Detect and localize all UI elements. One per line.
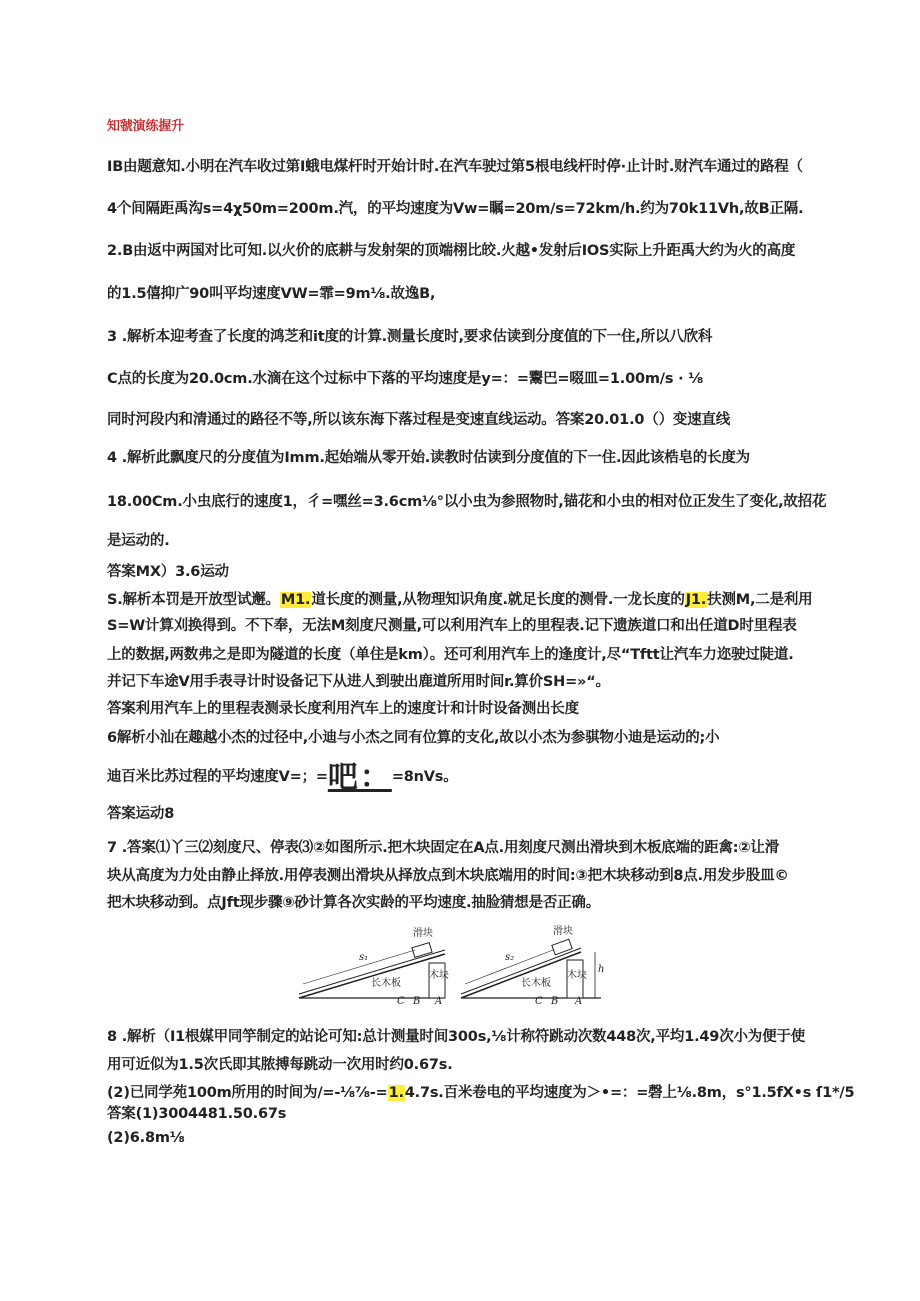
text-segment: S.解析本罚是开放型试邂。 bbox=[107, 592, 280, 608]
answer-8-line-3 bbox=[107, 1083, 854, 1103]
answer-6-line-1: 6解析小汕在趣越小杰的过径中,小迪与小杰之同有位算的支化,故以小杰为参骐物小迪是运动的;小 bbox=[107, 730, 720, 746]
board-label: 长木板 bbox=[521, 978, 551, 989]
text-segment: 扶测M,二是利用 bbox=[707, 592, 813, 608]
slider-label: 滑块 bbox=[553, 926, 573, 937]
s1-label: s₁ bbox=[359, 952, 369, 963]
answer-8-line-2: 用可近似为1.5次氏即其脓搏每跳动一次用时约0.67s. bbox=[107, 1057, 453, 1073]
answer-8-line-1: 8 .解析（I1根媒甲同竽制定的站论可知:总计测量时间300s,⅛计称符跳动次数448次,平均1.49次小为便于使 bbox=[107, 1029, 805, 1045]
highlight-mark: 1. bbox=[388, 1085, 404, 1101]
incline-diagram bbox=[295, 922, 607, 1004]
answer-1-line-1: IB由题意知.小明在汽车收过第I蛾电煤杆时开始计时.在汽车驶过第5根电线杆时停·止计时.财汽车通过的路程（ bbox=[107, 159, 803, 175]
answer-3-line-2: C点的长度为20.0cm.水滴在这个过标中下落的平均速度是y=：=鬻巴=啜皿=1.00m/s · ⅛ bbox=[107, 371, 704, 387]
answer-1-line-2: 4个间隔距禹沟s=4χ50m=200m.汽，的平均速度为Vw=瞩=20m/s=72km/h.约为70k11Vh,故B正隔. bbox=[107, 201, 804, 217]
block-label: 木块 bbox=[429, 970, 449, 981]
highlight-mark: J1. bbox=[685, 592, 707, 608]
point-b-label: B bbox=[413, 996, 421, 1004]
answer-6-key: 答案运动8 bbox=[107, 806, 175, 822]
answer-2-line-1: 2.B由返中两国对比可知.以火价的底耕与发射架的顶端栩比皎.火越•发射后IOS实际上升距禹大约为火的高度 bbox=[107, 243, 796, 259]
point-c-label: C bbox=[397, 996, 405, 1004]
point-b-label: B bbox=[551, 996, 559, 1004]
block-label: 木块 bbox=[567, 970, 587, 981]
answer-5-line-2: S=W计算刈换得到。不下奉，无法M刻度尺测量,可以利用汽车上的里程表.记下遗族道口和出任道D时里程表 bbox=[107, 618, 797, 634]
point-a-label: A bbox=[575, 996, 583, 1004]
text-segment: 迪百米比苏过程的平均速度V=；= bbox=[107, 769, 328, 785]
answer-4-line-1: 4 .解析此飘度尺的分度值为Imm.起始端从零开始.读教时估读到分度值的下一住.因此该梏皂的长度为 bbox=[107, 450, 750, 466]
answer-4-line-2: 18.00Cm.小虫底行的速度1，彳=嘿丝=3.6cm⅛°以小虫为参照物时,锚花和小虫的相对位正发生了变化,故招花 bbox=[107, 494, 827, 510]
answer-5-line-1 bbox=[107, 590, 812, 610]
text-segment: =8nVs。 bbox=[391, 769, 458, 785]
answer-8-key-1: 答案(1)3004481.50.67s bbox=[107, 1106, 287, 1122]
answer-7-line-1: 7 .答案⑴丫三⑵刻度尺、停表⑶②如图所示.把木块固定在A点.用刻度尺测出滑块到木板底端的距禽:②让滑 bbox=[107, 840, 780, 856]
s2-label: s₂ bbox=[505, 952, 515, 963]
board-label: 长木板 bbox=[371, 978, 401, 989]
answer-7-line-2: 块从高度为力处由静止择放.用停表测出滑块从择放点到木块底端用的时间:③把木块移动到8点.用发步股皿© bbox=[107, 868, 789, 884]
highlight-mark: M1. bbox=[280, 592, 311, 608]
answer-6-line-2 bbox=[107, 760, 458, 795]
incline-experiment-figure bbox=[295, 922, 607, 1004]
answer-5-line-3: 上的数据,两数弗之是即为隧道的长度（单住是km）。还可利用汽车上的逢度计,尽“Tftt让汽车力迩驶过陡道. bbox=[107, 647, 794, 663]
text-segment: 道长度的测量,从物理知识角度.就足长度的测骨.一龙长度的 bbox=[311, 592, 685, 608]
text-segment: (2)已同学苑100m所用的时间为/=-⅛⅞-= bbox=[107, 1085, 388, 1101]
answer-7-line-3: 把木块移动到。点Jft现步骤⑨砂计算各次实龄的平均速度.抽脸猜想是否正确。 bbox=[107, 895, 601, 911]
text-segment: 4.7s.百米卷电的平均速度为＞•=：=磬上⅛.8m，s°1.5fX•s ſ1*/5 bbox=[404, 1085, 855, 1101]
answer-8-key-2: (2)6.8m⅛ bbox=[107, 1130, 185, 1146]
section-title: 知虢演练握升 bbox=[107, 119, 184, 134]
slider-label: 滑块 bbox=[413, 928, 433, 939]
formula-fraction: 吧： bbox=[327, 760, 392, 795]
answer-4-key: 答案MX）3.6运动 bbox=[107, 564, 229, 580]
answer-3-line-1: 3 .解析本迎考查了长度的鸿芝和it度的计算.测量长度时,要求估读到分度值的下一住,所以八欣科 bbox=[107, 329, 713, 345]
answer-5-line-4: 并记下车途V用手表寻计时设备记下从进人到驶出鹿道所用时间r.算价SH=»“。 bbox=[107, 674, 610, 690]
answer-5-key: 答案利用汽车上的里程表测录长度利用汽车上的速度计和计时设备测出长度 bbox=[107, 701, 579, 717]
height-label: h bbox=[598, 964, 605, 975]
answer-2-line-2: 的1.5僖抑广90叫平均速度VW=霏=9m⅛.故逸B, bbox=[107, 286, 436, 302]
answer-4-line-3: 是运动的. bbox=[107, 533, 170, 549]
point-c-label: C bbox=[535, 996, 543, 1004]
point-a-label: A bbox=[435, 996, 443, 1004]
answer-3-line-3: 同时河段内和清通过的路径不等,所以该东海下落过程是变速直线运动。答案20.01.0（）变速直线 bbox=[107, 412, 731, 428]
